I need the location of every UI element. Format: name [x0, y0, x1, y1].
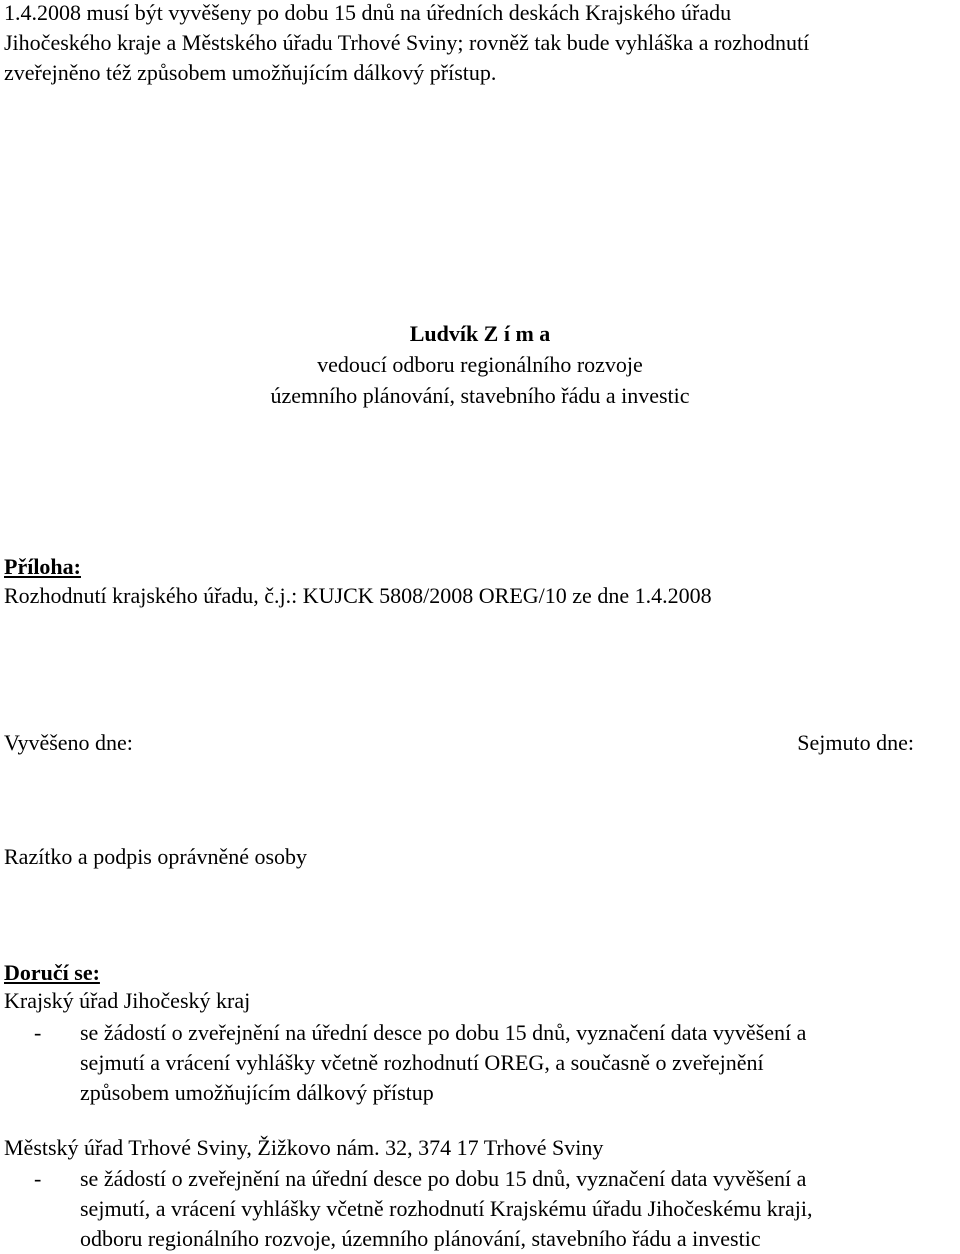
instruction-line: sejmutí a vrácení vyhlášky včetně rozhodnutí OREG, a současně o zveřejnění [80, 1050, 764, 1075]
instruction-line: se žádostí o zveřejnění na úřední desce po dobu 15 dnů, vyznačení data vyvěšení a [80, 1020, 807, 1045]
attachment-text: Rozhodnutí krajského úřadu, č.j.: KUJCK 5808/2008 OREG/10 ze dne 1.4.2008 [4, 583, 712, 608]
instruction-line: způsobem umožňujícím dálkový přístup [80, 1080, 434, 1105]
signatory-role-line: vedoucí odboru regionálního rozvoje [317, 352, 643, 377]
recipient-instruction [4, 1164, 959, 1254]
list-dash: - [34, 1020, 42, 1045]
signatory-name: Ludvík Z í m a [409, 321, 551, 346]
recipient-name: Městský úřad Trhové Sviny, Žižkovo nám. 32, 374 17 Trhové Sviny [4, 1135, 604, 1160]
list-dash: - [34, 1166, 42, 1191]
instruction-line: sejmutí, a vrácení vyhlášky včetně rozhodnutí Krajskému úřadu Jihočeskému kraji, [80, 1196, 813, 1221]
recipient-instruction [4, 1018, 959, 1108]
instruction-line: se žádostí o zveřejnění na úřední desce po dobu 15 dnů, vyznačení data vyvěšení a [80, 1166, 807, 1191]
stamp-signature-label: Razítko a podpis oprávněné osoby [4, 844, 308, 869]
delivery-heading: Doručí se: [4, 960, 100, 985]
recipient-name: Krajský úřad Jihočeský kraj [4, 988, 251, 1013]
instruction-line: odboru regionálního rozvoje, územního plánování, stavebního řádu a investic [80, 1226, 761, 1251]
attachment-heading: Příloha: [4, 554, 81, 579]
removed-date-label: Sejmuto dne: [797, 730, 914, 755]
intro-line: 1.4.2008 musí být vyvěšeny po dobu 15 dnů na úředních deskách Krajského úřadu [4, 0, 732, 25]
signatory-role-line: územního plánování, stavebního řádu a investic [270, 383, 690, 408]
intro-line: zveřejněno též způsobem umožňujícím dálkový přístup. [4, 60, 497, 85]
intro-paragraph [4, 0, 959, 88]
posted-date-label: Vyvěšeno dne: [4, 730, 133, 755]
signature-block [0, 318, 960, 411]
intro-line: Jihočeského kraje a Městského úřadu Trhové Sviny; rovněž tak bude vyhláška a rozhodnutí [4, 30, 810, 55]
